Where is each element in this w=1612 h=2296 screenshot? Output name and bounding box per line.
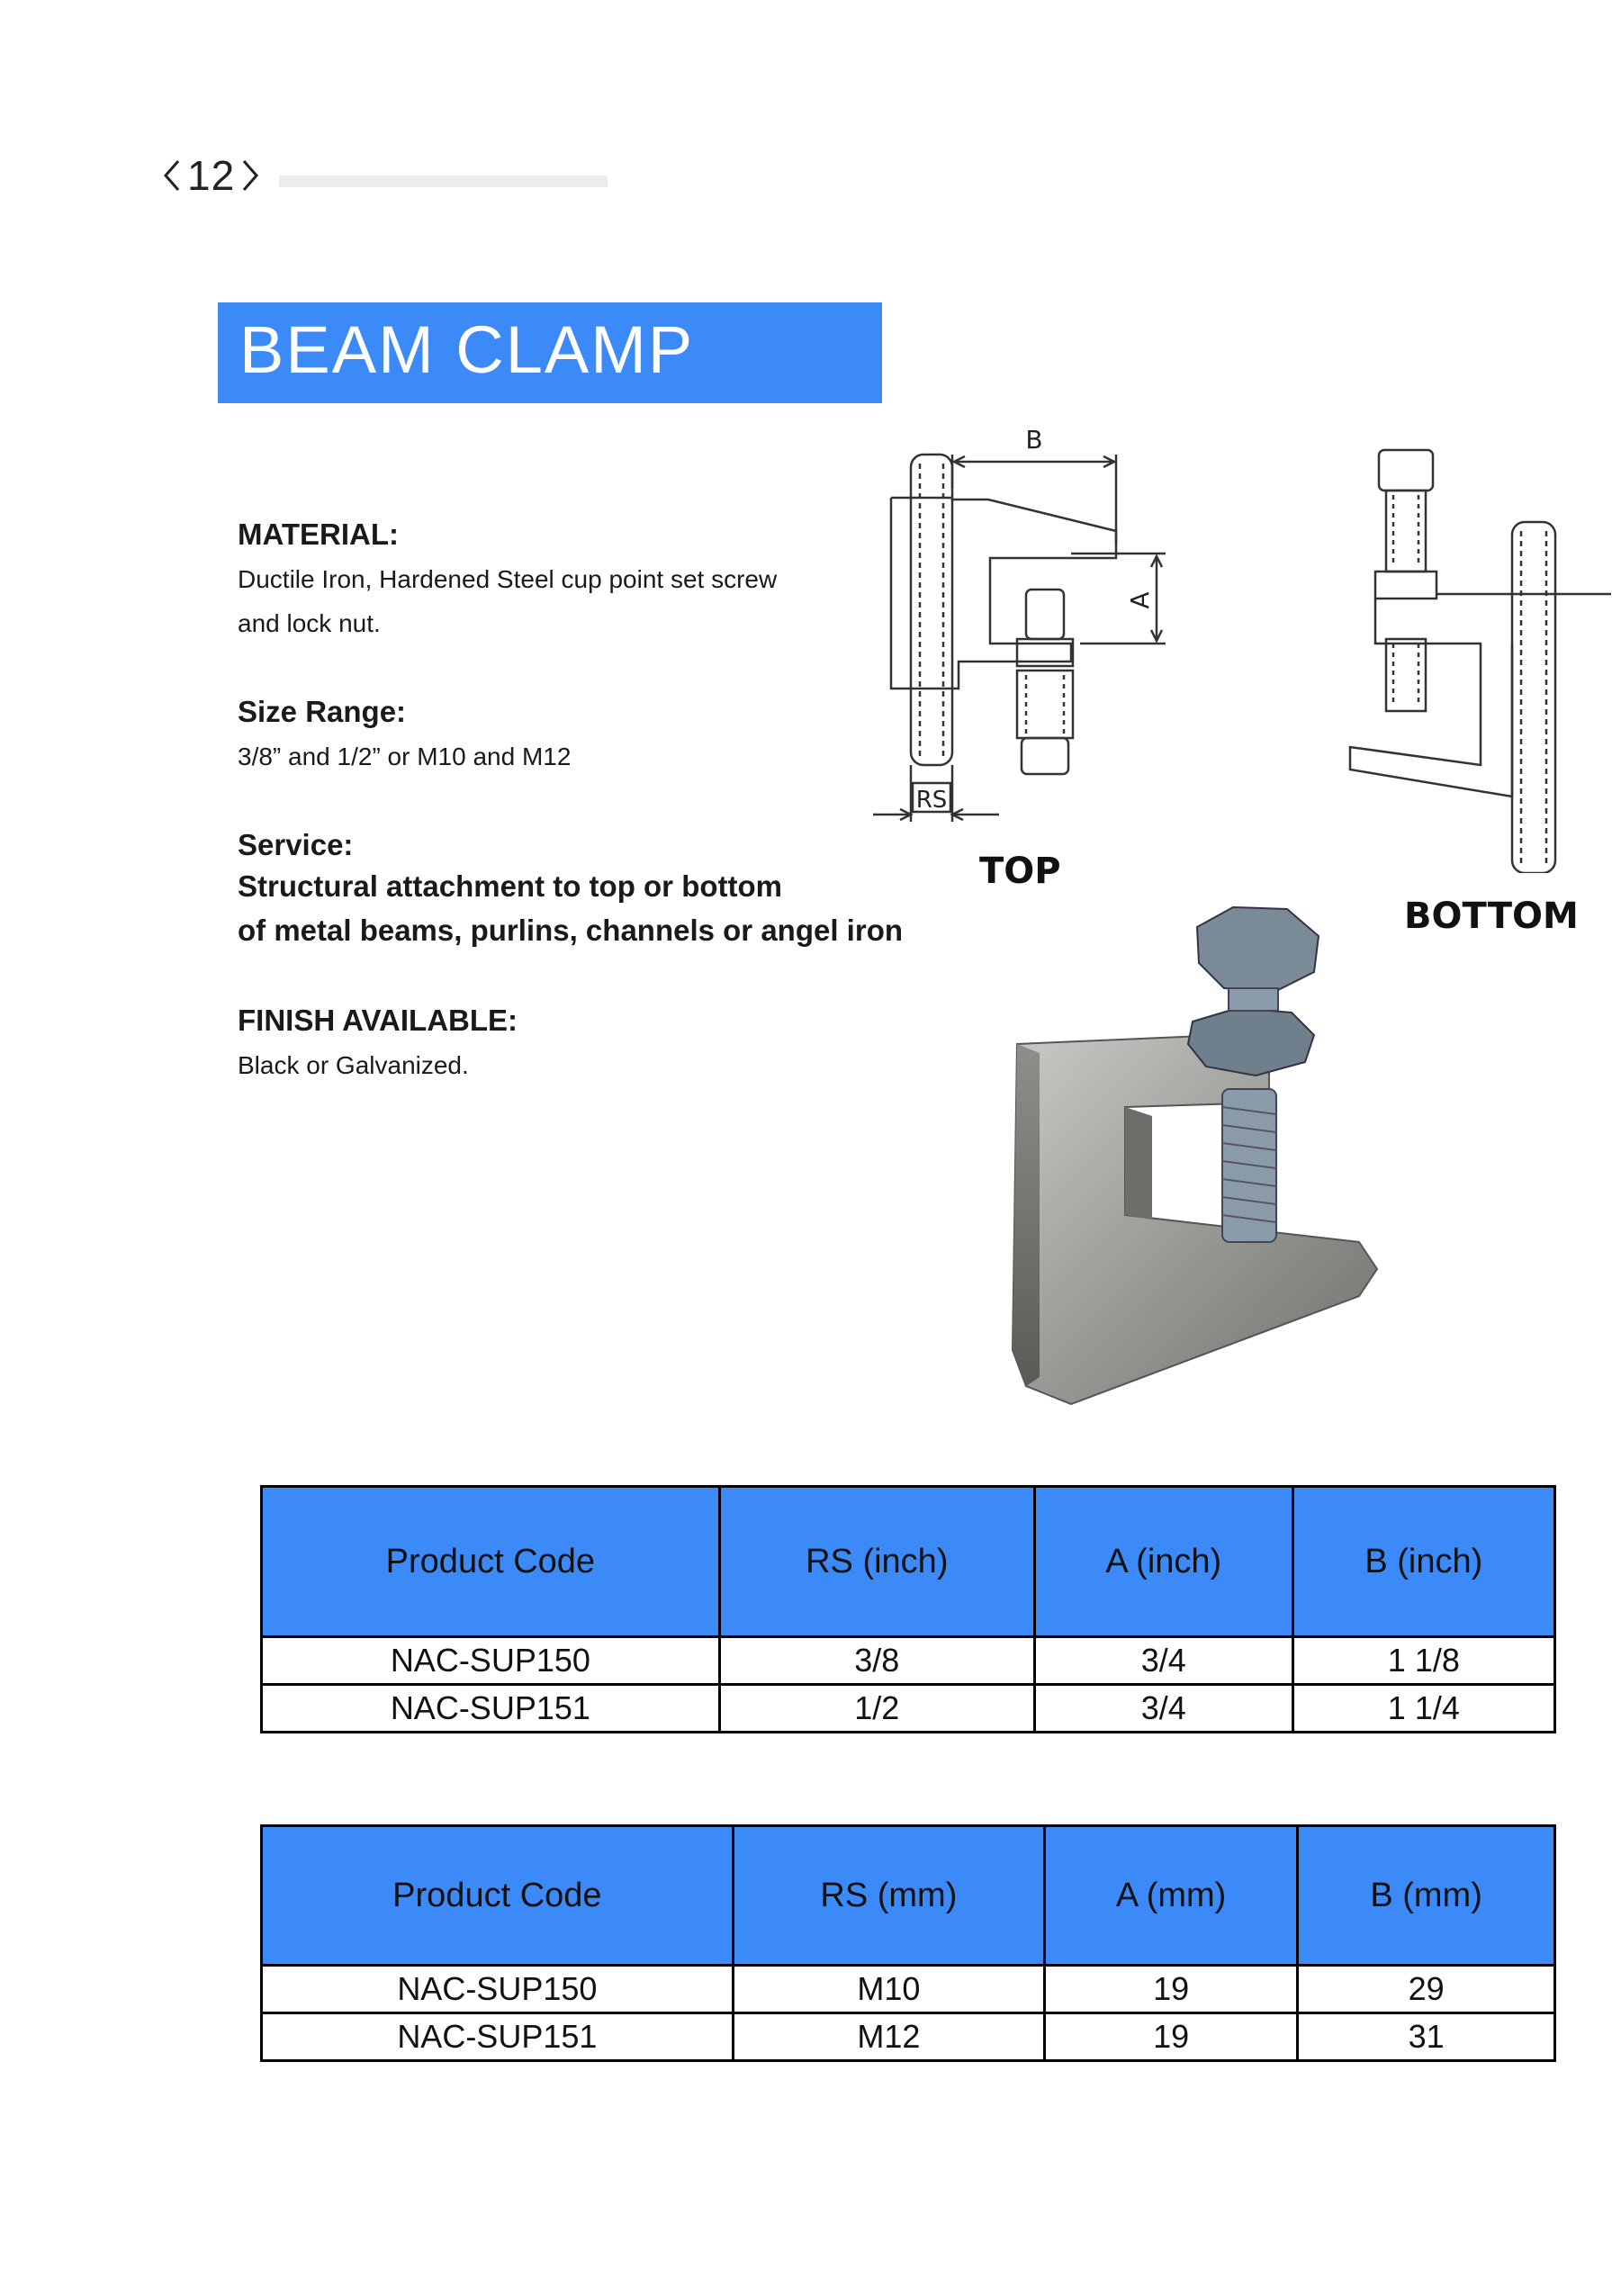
table-row xyxy=(262,1966,1555,2013)
table-header-row xyxy=(262,1487,1555,1637)
table-row xyxy=(262,1637,1555,1685)
header-rs: RS (inch) xyxy=(719,1487,1034,1637)
bottom-mount-diagram xyxy=(1323,441,1611,873)
service-line-1: Structural attachment to top or bottom xyxy=(238,869,782,903)
table-header-row xyxy=(262,1826,1555,1966)
service-section xyxy=(238,828,976,952)
cell-product-code: NAC-SUP150 xyxy=(262,1637,720,1685)
cell-rs: 1/2 xyxy=(719,1685,1034,1733)
page-progress-bar xyxy=(279,176,608,187)
title-banner xyxy=(218,302,882,403)
beam-clamp-photo xyxy=(999,900,1395,1413)
material-heading: MATERIAL: xyxy=(238,518,400,551)
dim-a-label: A xyxy=(1125,591,1155,609)
header-rs: RS (mm) xyxy=(733,1826,1044,1966)
cell-rs: M10 xyxy=(733,1966,1044,2013)
cell-rs: 3/8 xyxy=(719,1637,1034,1685)
mm-spec-table xyxy=(260,1824,1556,2062)
table-row xyxy=(262,2013,1555,2061)
material-line-1: Ductile Iron, Hardened Steel cup point set screw xyxy=(238,565,778,593)
header-product-code: Product Code xyxy=(262,1826,734,1966)
table-row xyxy=(262,1685,1555,1733)
cell-a: 3/4 xyxy=(1034,1637,1292,1685)
service-line-2: of metal beams, purlins, channels or angel iron xyxy=(238,914,904,947)
finish-line-1: Black or Galvanized. xyxy=(238,1051,469,1079)
chevron-right-icon[interactable] xyxy=(240,158,260,193)
cell-product-code: NAC-SUP151 xyxy=(262,1685,720,1733)
bottom-label: BOTTOM xyxy=(1404,896,1579,937)
size-line-1: 3/8” and 1/2” or M10 and M12 xyxy=(238,743,572,770)
dim-b-label: B xyxy=(1025,425,1043,455)
cell-a: 19 xyxy=(1045,2013,1298,2061)
cell-b: 1 1/4 xyxy=(1292,1685,1554,1733)
top-mount-diagram xyxy=(855,419,1197,833)
finish-section xyxy=(238,1004,976,1087)
cell-b: 31 xyxy=(1298,2013,1555,2061)
cell-b: 29 xyxy=(1298,1966,1555,2013)
cell-product-code: NAC-SUP150 xyxy=(262,1966,734,2013)
cell-rs: M12 xyxy=(733,2013,1044,2061)
cell-a: 3/4 xyxy=(1034,1685,1292,1733)
finish-heading: FINISH AVAILABLE: xyxy=(238,1004,518,1037)
page-navigator xyxy=(162,151,260,200)
inch-spec-table xyxy=(260,1485,1556,1733)
page-number: 12 xyxy=(187,152,236,199)
size-heading: Size Range: xyxy=(238,695,407,728)
page-title: BEAM CLAMP xyxy=(239,312,695,387)
header-b: B (mm) xyxy=(1298,1826,1555,1966)
header-a: A (mm) xyxy=(1045,1826,1298,1966)
header-product-code: Product Code xyxy=(262,1487,720,1637)
cell-b: 1 1/8 xyxy=(1292,1637,1554,1685)
chevron-left-icon[interactable] xyxy=(162,158,182,193)
header-a: A (inch) xyxy=(1034,1487,1292,1637)
material-line-2: and lock nut. xyxy=(238,609,381,637)
cell-product-code: NAC-SUP151 xyxy=(262,2013,734,2061)
top-label: TOP xyxy=(979,851,1061,892)
header-b: B (inch) xyxy=(1292,1487,1554,1637)
service-heading: Service: xyxy=(238,828,354,861)
cell-a: 19 xyxy=(1045,1966,1298,2013)
dim-rs-label: RS xyxy=(915,787,948,814)
